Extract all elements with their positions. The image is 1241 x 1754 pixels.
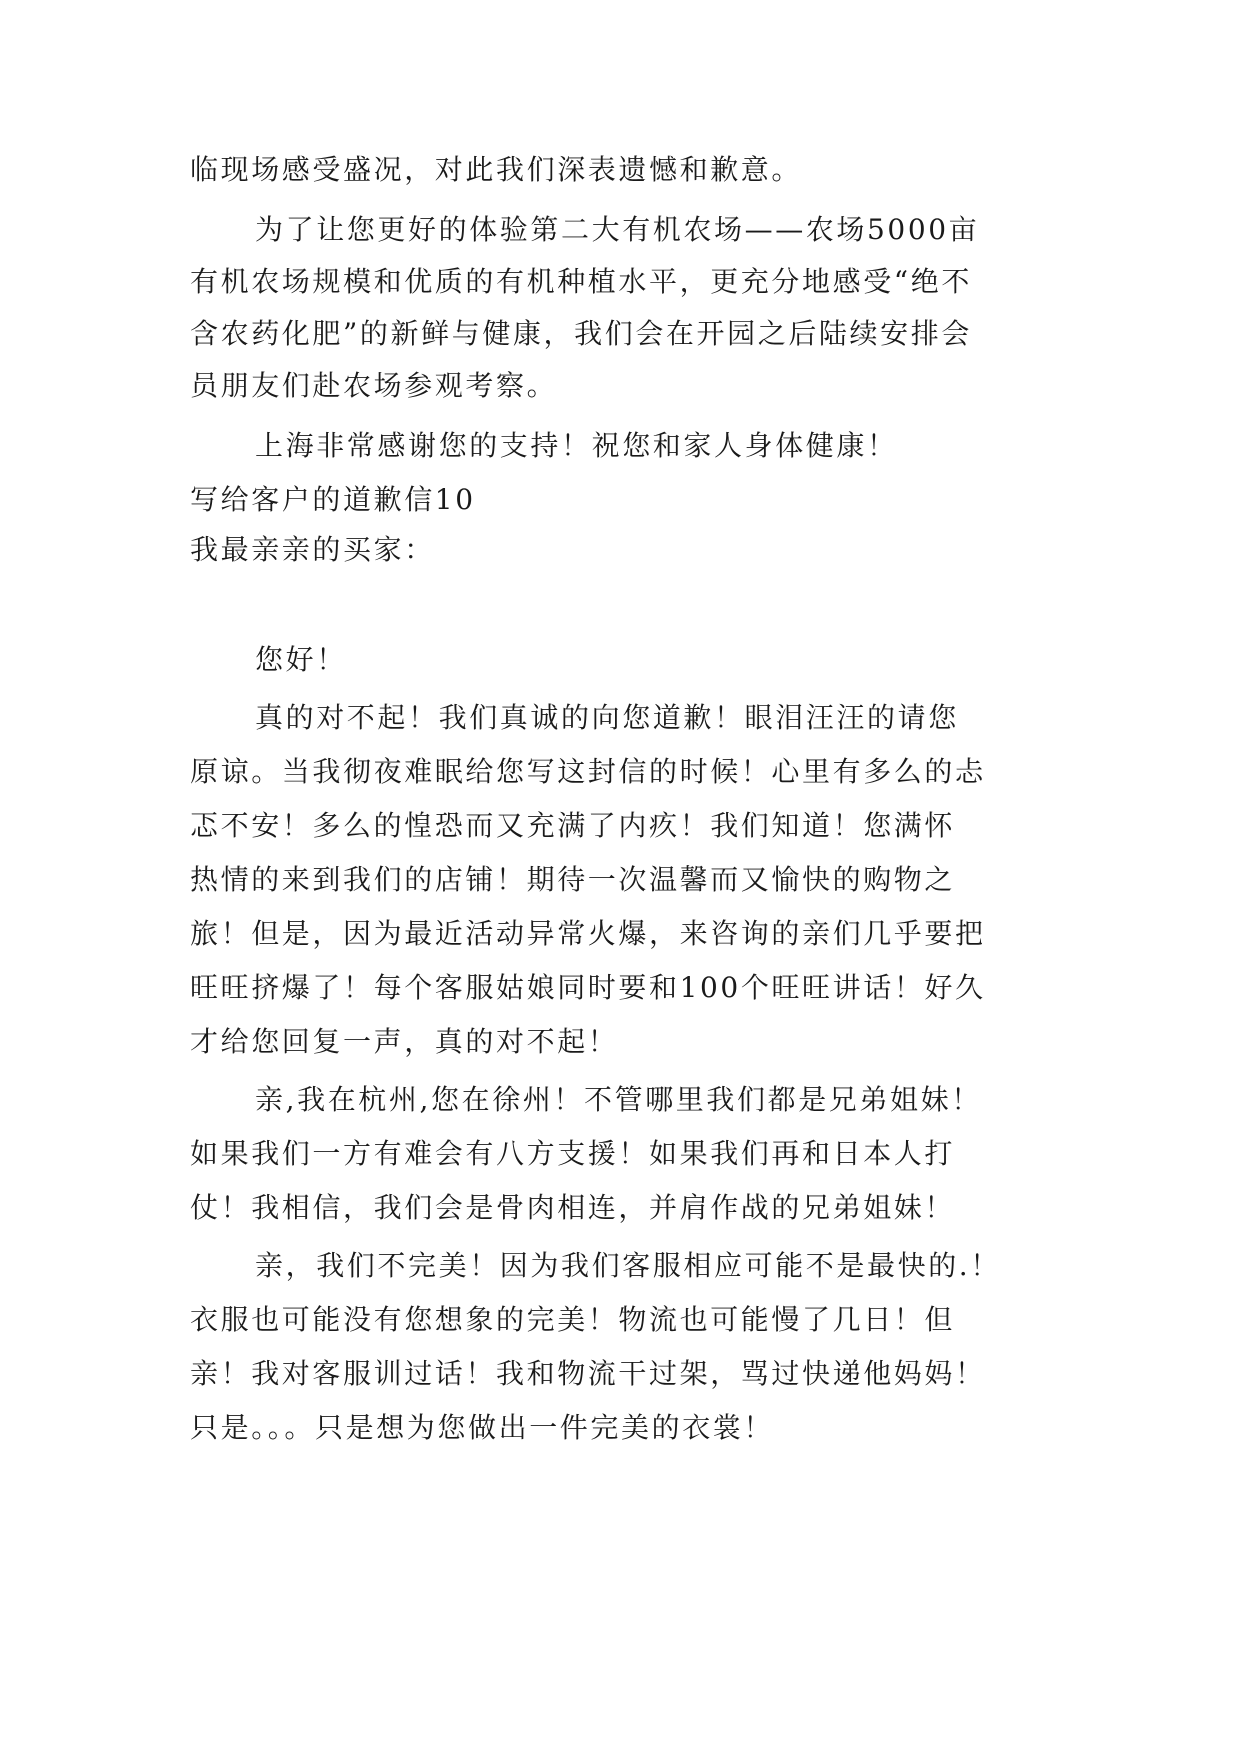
paragraph-line: 衣服也可能没有您想象的完美！物流也可能慢了几日！但 [190, 1303, 956, 1336]
paragraph-line: 如果我们一方有难会有八方支援！如果我们再和日本人打 [190, 1137, 956, 1170]
paragraph-line: 只是。。。只是想为您做出一件完美的衣裳！ [190, 1411, 775, 1444]
paragraph-line: 旺旺挤爆了！每个客服姑娘同时要和100个旺旺讲话！好久 [190, 971, 986, 1004]
paragraph-line: 上海非常感谢您的支持！祝您和家人身体健康！ [255, 429, 898, 462]
paragraph-line: 亲！我对客服训过话！我和物流干过架，骂过快递他妈妈！ [190, 1357, 986, 1390]
paragraph-line: 热情的来到我们的店铺！期待一次温馨而又愉快的购物之 [190, 863, 956, 896]
paragraph-line: 临现场感受盛况，对此我们深表遗憾和歉意。 [190, 153, 803, 186]
paragraph-line: 旅！但是，因为最近活动异常火爆，来咨询的亲们几乎要把 [190, 917, 986, 950]
paragraph-line: 忑不安！多么的惶恐而又充满了内疚！我们知道！您满怀 [190, 809, 956, 842]
greeting: 您好！ [255, 643, 347, 676]
paragraph-line: 有机农场规模和优质的有机种植水平，更充分地感受“绝不 [190, 265, 972, 298]
paragraph-line: 亲,我在杭州,您在徐州！不管哪里我们都是兄弟姐妹！ [255, 1083, 982, 1116]
section-title: 写给客户的道歉信10 [190, 483, 476, 516]
paragraph-line: 才给您回复一声，真的对不起！ [190, 1025, 619, 1058]
paragraph-line: 为了让您更好的体验第二大有机农场——农场5000亩 [255, 213, 980, 246]
paragraph-line: 原谅。当我彻夜难眠给您写这封信的时候！心里有多么的忐 [190, 755, 986, 788]
paragraph-line: 亲，我们不完美！因为我们客服相应可能不是最快的.！ [255, 1249, 1001, 1282]
salutation: 我最亲亲的买家： [190, 533, 435, 566]
paragraph-line: 仗！我相信，我们会是骨肉相连，并肩作战的兄弟姐妹！ [190, 1191, 956, 1224]
paragraph-line: 员朋友们赴农场参观考察。 [190, 369, 558, 402]
paragraph-line: 含农药化肥”的新鲜与健康，我们会在开园之后陆续安排会 [190, 317, 972, 350]
paragraph-line: 真的对不起！我们真诚的向您道歉！眼泪汪汪的请您 [255, 701, 959, 734]
